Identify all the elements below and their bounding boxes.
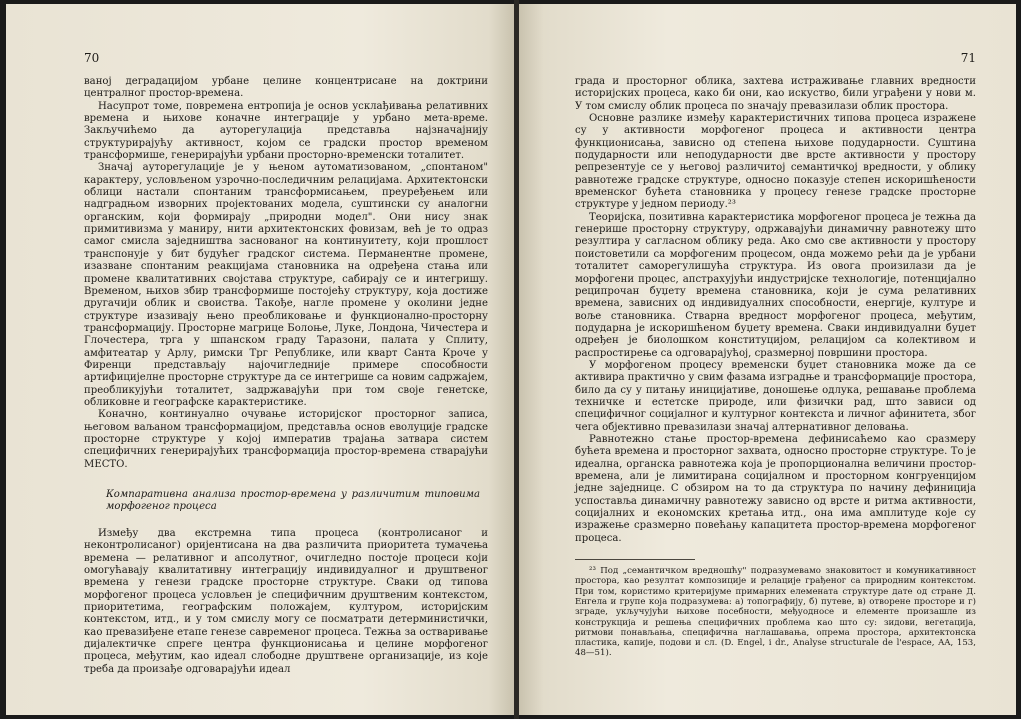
paragraph: У морфогеном процесу временски буџет становника може да се активира практично у свим фазама изградње и трансформације простора, било да су у питању иницијативе, доношење одлука, решавање проблема техничке и естетске природе, или физички рад, што зависи од специфичног социјалног и културног контекста и личног афинитета, због чега објективно превазилази значај алтернативног деловања. — [575, 359, 976, 433]
paragraph: Коначно, континуално очување историјског просторног записа, његовом ваљаном трансформацијом, представља основ еволуције градске просторне структуре у којој императив трајања затвара систем специфичних генерирајућих трансформација простор-времена стварајући МЕСТО. — [84, 409, 488, 470]
page-number-right: 71 — [960, 51, 976, 65]
paragraph: Између два екстремна типа процеса (контролисаног и неконтролисаног) оријентисана на два различита приоритета тумачења времена — релативног и апсолутног, очигледно постоје процеси који омогућавају квалитативну интеграцију индивидуалног и друштвеног времена у генези градске просторне структуре. Сваки од типова морфогеног процеса условљен је специфичним друштвеним контекстом, приоритетима, географским положајем, културом, историјским контекстом, итд., и у том смислу могу се посматрати детерминистички, као превазиђене етапе генезе савременог процеса. Тежња за остваривање дијалектичке спреге центра функционисања и целине морфогеног процеса, међутим, као идеал слободне друштвене организације, из које треба да произађе одговарајући идеал — [84, 527, 488, 675]
paragraph: града и просторног облика, захтева истраживање главних вредности историјских процеса, како би они, као искуство, били уграђени у нови м. У том смислу облик процеса по значају превазилази облик простора. — [575, 76, 976, 112]
paragraph: Теоријска, позитивна карактеристика морфогеног процеса је тежња да генерише просторну структуру, одржавајући динамичну равнотежу што резултира у сагласном облику реда. Ако смо све активности у простору поистоветили са морфогеним процесом, онда можемо рећи да је урбани тоталитет саморегулишућа структура. Из овога произилази да је морфогени процес, апстрахујући индустријске технологије, потенцијално реципрочан буџету времена становника, који је сума релативних времена, зависних од индивидуалних способности, енергије, културе и воље становника. Стварна вредност морфогеног процеса, међутим, подударна је искоришћеном буџету времена. Сваки индивидуални буџет одређен је биолошком конституцијом, релацијом са колективом и распростирење са одговарајућој, сразмерној површини простора. — [575, 211, 976, 359]
page-number-left: 70 — [84, 51, 100, 65]
section-heading: Компаративна анализа простор-времена у различитим типовима морфогеног процеса — [106, 489, 480, 513]
paragraph: Значај ауторегулације је у њеном аутоматизованом, „спонтаном" карактеру, условљеном узрочно-последичним релацијама. Архитектонски облици настали спонтаним трансформисањем, преуређењем или надградњом изворних пројектованих модела, суштински су аналогни органским, који формирају „природни модел". Они нису знак примитивизма у маниру, нити архитектонских фовизам, већ је то одраз самог смисла заједништва заснованог на континуитету, који прошлост транспонује у бит будућег градског система. Перманентне промене, изазване спонтаним реакцијама становника на одређена стања или промене квалитативних својстава структуре, сабирају се и интегришу. Временом, њихов збир трансформише постојећу структуру, која достиже другачији облик и своиства. Такође, нагле промене у околини једне структуре изазивају њено преобликовање и функционално-просторну трансформацију. Просторне магрице Болоње, Луке, Лондона, Чичестера и Глочестера, трга у шпанском граду Таразони, палата у Сплиту, амфитеатар у Арлу, римски Трг Републике, или кварт Санта Кроче у Фиренци представљају најочигледније примере способности артифицијелне просторне структуре да се интегрише са новим садржајем, преобликујући тоталитет, задржавајући при том своје генетске, обликовне и географске карактеристике. — [84, 162, 488, 408]
footnote: ²³ Под „семантичком вредношћу" подразумевамо знаковитост и комуникативност простора, као резултат композиције и релације грађеног са природним контекстом. При том, користимо критеријуме примарних елемената структуре дате од стране Д. Енгела и групе која подразумева: а) топографију, б) путеве, в) отворене просторе и г) зграде, укључујући њихове посебности, међуодносе и елементе произашле из конструкција и решења специфичних проблема као што су: зидови, вегетација, ритмови понављања, специфична наглашавања, опрема простора, архитектонска пластика, капије, подови и сл. (D. Engel, i dr., Analyse structurale de l'espace, AA, 153, 48—51). — [575, 566, 976, 659]
paragraph: ваној деградацијом урбане целине концентрисане на доктрини централног простор-времена. — [84, 76, 488, 100]
right-page — [519, 4, 1016, 715]
paragraph: Насупрот томе, повремена ентропија је основ усклађивања релативних времена и њихове коначне интеграције у урбано мета-време. Закључићемо да ауторегулација представља најзначајнију структурирајућу активност, којом се градски простор временом трансформише, генерирајући урбани просторно-временски тоталитет. — [84, 100, 488, 162]
paragraph: Основне разлике између карактеристичних типова процеса изражене су у активности морфогеног процеса и активности центра функционисања, зависно од степена њихове подударности. Суштина подударности или неподударности две врсте активности у простору репрезентује се у његовој различитој семантичкој вредности, у облику равнотеже градске структуре, односно показује степен искоришћености временског бућета становника у процесу генезе градске просторне структуре у једном периоду.²³ — [575, 113, 976, 211]
paragraph: Равнотежно стање простор-времена дефинисаћемо као сразмеру бућета времена и просторног захвата, односно просторне структуре. То је идеална, органска равнотежа која је пропорционална величини простор-времена, али је лимитирана социјалном и просторном конгруенцијом једне заједнице. С обзиром на то да структура по начину дефиниција успоставља динамичну равнотежу зависно од врсте и ритма активности, социјалних и економских кретања итд., она има амплитуде које су изражење сразмерно повећању капацитета простор-времена морфогеног процеса. — [575, 433, 976, 544]
footnote-divider — [575, 559, 695, 560]
left-page — [6, 4, 514, 715]
